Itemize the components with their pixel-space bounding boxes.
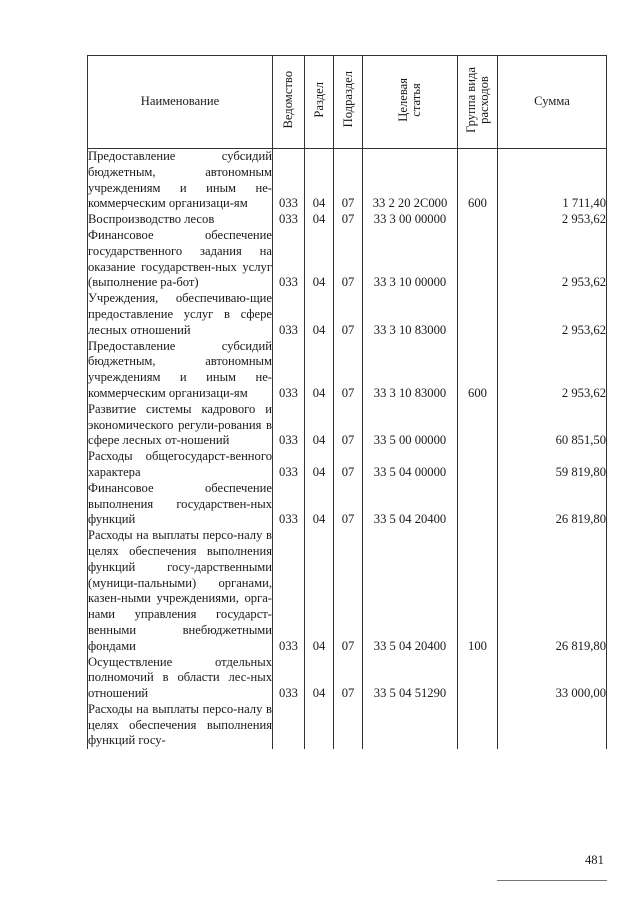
row-subsection-cell — [334, 702, 363, 749]
row-section-cell: 04 — [305, 212, 334, 228]
row-department-cell: 033 — [273, 528, 305, 654]
row-subsection-cell: 07 — [334, 149, 363, 213]
row-subsection-cell: 07 — [334, 339, 363, 402]
row-target-item-cell: 33 5 04 00000 — [363, 449, 458, 481]
row-section-cell: 04 — [305, 339, 334, 402]
table-row — [88, 149, 607, 213]
row-amount-cell: 2 953,62 — [498, 228, 607, 291]
row-section-cell: 04 — [305, 402, 334, 449]
row-name-cell: Развитие системы кадрового и экономического регули-рования в сфере лесных от-ношений — [88, 401, 272, 448]
row-department-cell — [273, 702, 305, 749]
row-expense-group-cell: 600 — [458, 339, 498, 402]
row-section-cell: 04 — [305, 291, 334, 338]
row-target-item-cell: 33 3 00 00000 — [363, 212, 458, 228]
row-department-cell: 033 — [273, 228, 305, 291]
row-amount-cell: 60 851,50 — [498, 402, 607, 449]
row-subsection-cell: 07 — [334, 449, 363, 481]
row-target-item-cell — [363, 702, 458, 749]
row-amount-cell: 2 953,62 — [498, 339, 607, 402]
row-section-cell: 04 — [305, 228, 334, 291]
table-row — [88, 702, 607, 749]
row-expense-group-cell — [458, 402, 498, 449]
row-department-cell: 033 — [273, 481, 305, 528]
table-row — [88, 212, 607, 228]
row-subsection-cell: 07 — [334, 291, 363, 338]
header-amount: Сумма — [498, 56, 607, 149]
table-row — [88, 228, 607, 291]
header-row — [88, 56, 607, 149]
row-department-cell: 033 — [273, 655, 305, 702]
row-name-cell: Осуществление отдельных полномочий в области лес-ных отношений — [88, 654, 272, 701]
row-amount-cell — [498, 702, 607, 749]
row-name-cell: Финансовое обеспечение выполнения государствен-ных функций — [88, 480, 272, 527]
table-body — [88, 149, 607, 750]
row-department-cell: 033 — [273, 402, 305, 449]
table-row — [88, 655, 607, 702]
row-section-cell: 04 — [305, 481, 334, 528]
row-amount-cell: 2 953,62 — [498, 291, 607, 338]
row-subsection-cell: 07 — [334, 528, 363, 654]
row-expense-group-cell — [458, 449, 498, 481]
row-target-item-cell: 33 3 10 00000 — [363, 228, 458, 291]
row-target-item-cell: 33 3 10 83000 — [363, 291, 458, 338]
row-expense-group-cell — [458, 655, 498, 702]
header-department: Ведомство — [273, 56, 305, 149]
row-department-cell: 033 — [273, 449, 305, 481]
row-subsection-cell: 07 — [334, 228, 363, 291]
row-subsection-cell: 07 — [334, 212, 363, 228]
header-expense-group: Группа вида расходов — [458, 56, 498, 149]
row-expense-group-cell: 100 — [458, 528, 498, 654]
row-name-cell: Учреждения, обеспечиваю-щие предоставление услуг в сфере лесных отношений — [88, 291, 272, 337]
row-amount-cell: 26 819,80 — [498, 481, 607, 528]
row-amount-cell: 1 711,40 — [498, 149, 607, 213]
table-row — [88, 449, 607, 481]
header-name: Наименование — [88, 56, 273, 149]
row-amount-cell: 59 819,80 — [498, 449, 607, 481]
row-target-item-cell: 33 5 00 00000 — [363, 402, 458, 449]
table-row — [88, 402, 607, 449]
row-name-cell: Финансовое обеспечение государственного задания на оказание государствен-ных услуг (выполнение ра-бот) — [88, 227, 272, 290]
row-target-item-cell: 33 3 10 83000 — [363, 339, 458, 402]
table-row — [88, 339, 607, 402]
footer-rule — [497, 880, 607, 881]
table-row — [88, 481, 607, 528]
row-expense-group-cell — [458, 481, 498, 528]
row-expense-group-cell — [458, 212, 498, 228]
row-section-cell — [305, 702, 334, 749]
row-department-cell: 033 — [273, 149, 305, 213]
row-section-cell: 04 — [305, 655, 334, 702]
header-subsection: Подраздел — [334, 56, 363, 149]
row-section-cell: 04 — [305, 449, 334, 481]
row-expense-group-cell: 600 — [458, 149, 498, 213]
row-target-item-cell: 33 5 04 20400 — [363, 481, 458, 528]
header-target-item: Целевая статья — [363, 56, 458, 149]
row-section-cell: 04 — [305, 149, 334, 213]
row-target-item-cell: 33 5 04 20400 — [363, 528, 458, 654]
row-amount-cell: 33 000,00 — [498, 655, 607, 702]
row-name-cell: Расходы на выплаты персо-налу в целях обеспечения выполнения функций госу- — [88, 701, 272, 748]
row-subsection-cell: 07 — [334, 655, 363, 702]
row-subsection-cell: 07 — [334, 481, 363, 528]
row-name-cell: Расходы общегосударст-венного характера — [88, 449, 272, 479]
row-expense-group-cell — [458, 291, 498, 338]
row-department-cell: 033 — [273, 212, 305, 228]
row-department-cell: 033 — [273, 339, 305, 402]
row-department-cell: 033 — [273, 291, 305, 338]
row-name-cell: Воспроизводство лесов — [88, 212, 273, 228]
row-name-cell: Предоставление субсидий бюджетным, автономным учреждениям и иным не-коммерческим организаци-ям — [88, 338, 272, 400]
table-row — [88, 528, 607, 654]
row-expense-group-cell — [458, 228, 498, 291]
budget-table — [87, 55, 607, 749]
row-target-item-cell: 33 5 04 51290 — [363, 655, 458, 702]
row-expense-group-cell — [458, 702, 498, 749]
row-name-cell: Предоставление субсидий бюджетным, автономным учреждениям и иным не-коммерческим организаци-ям — [88, 149, 272, 211]
table-row — [88, 291, 607, 338]
row-name-cell: Расходы на выплаты персо-налу в целях обеспечения выполнения функций госу-дарственными (муници-пальными) органами, казен-ными учреждениями, орга-нами управления государст-венными внебюджетными фондами — [88, 528, 272, 653]
row-target-item-cell: 33 2 20 2С000 — [363, 149, 458, 213]
row-section-cell: 04 — [305, 528, 334, 654]
row-amount-cell: 26 819,80 — [498, 528, 607, 654]
header-section: Раздел — [305, 56, 334, 149]
row-amount-cell: 2 953,62 — [498, 212, 607, 228]
row-subsection-cell: 07 — [334, 402, 363, 449]
page-number: 481 — [585, 853, 604, 867]
